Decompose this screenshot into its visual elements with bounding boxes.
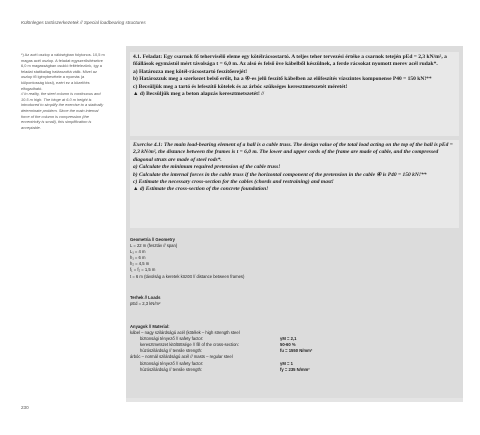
sidebar-note-hu: *) Az acél oszlop a válóségban folytonos. 10,5 m magas acél oszlop. A feladat egyszerűsítésekre 6,0 m magasságban csukló feltételezünk, így a feladat statikailag határozottá válik. Mivel az oszlop fő igénybevétele a nyomás (a külpontosság kicsi), ezért ez a közelítés elfogadható. bbox=[21, 52, 105, 91]
exercise-hu-d: ▲ d) Becsüljük meg a beton alapzás keresztmetszetét! // bbox=[133, 91, 265, 98]
exercise-hu-c: c) Becsüljük meg a tartó és lefeszítő kötelek és az árbóc szükséges keresztmetszetét méretét! bbox=[133, 83, 348, 90]
geometry-title: Geometria // Geometry bbox=[130, 237, 175, 242]
geometry-line: f₁ = f₂ = 1,5 m bbox=[130, 267, 156, 273]
exercise-en-b: b) Calculate the internal forces in the cable truss if the horizontal component of the pretension in the cable ④ is P40 = 150 kN!** bbox=[133, 171, 427, 178]
materials-section bbox=[130, 324, 459, 373]
material-label: biztonsági tényező // safety factor: bbox=[140, 336, 204, 342]
panel-footer-strip bbox=[126, 398, 463, 402]
geometry-line: L₁ = 4 m bbox=[130, 249, 146, 255]
material-value: 50-60 % bbox=[280, 342, 296, 348]
geometry-line: L = 22 m (fesztáv // span) bbox=[130, 243, 178, 249]
loads-section bbox=[130, 295, 459, 307]
material-label: biztonsági tényező // safety factor: bbox=[140, 360, 204, 366]
exercise-en-box bbox=[130, 140, 459, 228]
material-label: keresztmetszet kitöltöttsége // fill of the cross-section: bbox=[140, 342, 239, 348]
exercise-en-statement: Exercise 4.1: The main load-bearing element of a hall is a cable truss. The design value of the total load acting on the top of the hall is pEd = 2,3 kN/m², the distance between the frames is t = 6,0 m. The lower and upper cords of the frame are made of cable, and the compressed diagonal struts are made of steel rods*. bbox=[133, 142, 453, 163]
material-value: γM = 2,1 bbox=[280, 336, 297, 342]
material-value: γM = 1 bbox=[280, 360, 293, 366]
exercise-en-a: a) Calculate the minimum required pretension of the cable truss! bbox=[133, 164, 281, 171]
material-value: fy = 235 N/mm² bbox=[280, 366, 310, 372]
sidebar-note-en: // In reality, the steel column is continuous and 10.5 m high. The hinge at 6.0 m height is introduced to simplify the exercise to a statically determinate problem. Since the main internal force of the column is compression (the eccentricity is small), this simplification is acceptable. bbox=[21, 91, 104, 130]
sidebar-note bbox=[21, 52, 106, 130]
material-label: húzószilárdság // tensile strength: bbox=[140, 366, 203, 372]
geometry-line: h₁ = 6 m bbox=[130, 255, 146, 261]
material-label: húzószilárdság // tensile strength: bbox=[140, 348, 203, 354]
page-number: 230 bbox=[21, 405, 29, 410]
materials-mast: árbóc – normál szilárdságú acél // masts – regular steel bbox=[130, 354, 233, 360]
exercise-en-d: ▲ d) Estimate the cross-section of the concrete foundation! bbox=[133, 186, 269, 193]
exercise-hu-b: b) Határozzuk meg a szerkezet belső erőit, ha a ④-es jelű feszítő kábelben az előfeszítés vízszintes komponense P40 = 150 kN!** bbox=[133, 76, 432, 83]
exercise-hu-a: a) Határozza meg kötél-rácsostartó feszítőerejét! bbox=[133, 68, 248, 75]
loads-title: Terhek // Loads bbox=[130, 295, 161, 300]
material-value: fu = 1550 N/mm² bbox=[280, 348, 313, 354]
geometry-line: h₂ = 4,5 m bbox=[130, 261, 150, 267]
materials-title: Anyagok // Material: bbox=[130, 324, 170, 329]
materials-cable: kábel – nagy szilárdságú acél (kötélek – high strength steel bbox=[130, 330, 240, 336]
exercise-hu-box bbox=[130, 52, 459, 136]
material-row bbox=[130, 367, 459, 373]
exercise-hu-statement: 4.1. Feladat: Egy csarnok fő tehervisélő eleme egy kötélrácsostartó. A teljes teher tervezési értéke a csarnok tetején pEd = 2,3 kN/m², a főállások egymástól mért távolsága t = 6,0 m. Az alsó és felső öve kábelből készülnek, a ferde rácsokat nyomott merev acél rudak*. bbox=[133, 54, 447, 68]
geometry-section bbox=[130, 237, 459, 280]
exercise-en-c: c) Estimate the necessary cross-section for the cables (chords and restraining) and mast! bbox=[133, 179, 334, 186]
loads-line: pEd = 2,3 kN/m² bbox=[130, 301, 161, 307]
running-header: Különleges tartószerkezetek // Special loadbearing structures bbox=[21, 20, 146, 25]
geometry-line: t = 6 m (távolság a keretek között // distance between frames) bbox=[130, 273, 245, 279]
